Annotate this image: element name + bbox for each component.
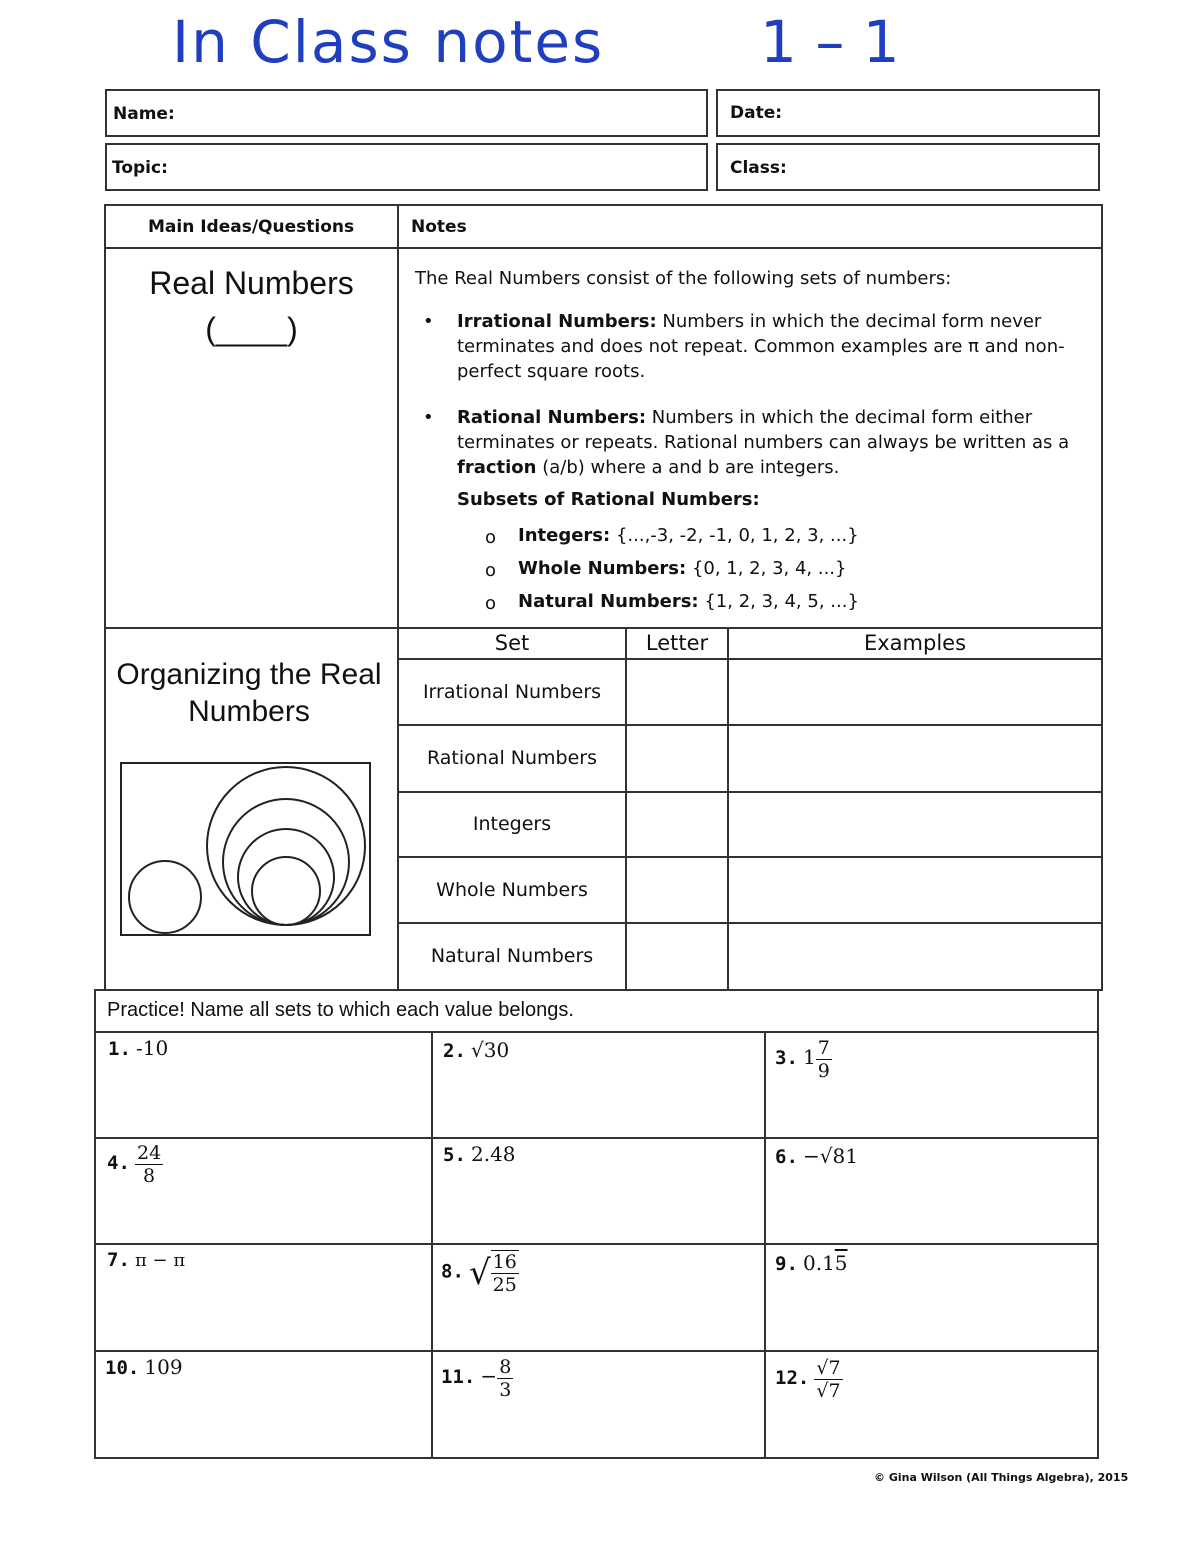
subset-value: {...,-3, -2, -1, 0, 1, 2, 3, ...} <box>615 525 859 546</box>
practice-item-6 <box>775 1144 858 1168</box>
practice-heading: Practice! Name all sets to which each value belongs. <box>107 999 574 1021</box>
item-expression: √30 <box>470 1038 510 1062</box>
practice-item-8 <box>441 1250 519 1296</box>
item-fraction <box>816 1037 832 1082</box>
irrational-term: Irrational Numbers: <box>457 311 657 332</box>
practice-item-12 <box>775 1357 843 1402</box>
bullet-icon: • <box>423 311 434 332</box>
bullet-icon: • <box>423 407 434 428</box>
numerator: 24 <box>136 1142 162 1164</box>
handwritten-lesson-number: 1 – 1 <box>760 8 900 76</box>
col-examples-header: Examples <box>863 631 967 655</box>
denominator: √7 <box>816 1380 841 1402</box>
copyright-notice: © Gina Wilson (All Things Algebra), 2015 <box>874 1471 1129 1484</box>
item-number: 8. <box>441 1260 464 1283</box>
practice-item-11 <box>441 1356 513 1401</box>
circle-bullet-icon: o <box>485 527 497 548</box>
set-row-integers: Integers <box>472 813 552 835</box>
numerator: 16 <box>492 1251 517 1273</box>
subset-value: {0, 1, 2, 3, 4, ...} <box>691 558 847 579</box>
item-number: 4. <box>107 1152 130 1174</box>
numerator: √7 <box>816 1357 841 1379</box>
radical-icon: √ <box>468 1253 491 1293</box>
rational-text-b: (a/b) where a and b are integers. <box>542 457 840 478</box>
topic-label: Topic: <box>112 158 168 178</box>
name-label: Name: <box>113 104 175 124</box>
item-fraction <box>497 1356 513 1401</box>
practice-item-1 <box>108 1036 168 1060</box>
irrational-note <box>457 309 1087 384</box>
item-number: 2. <box>443 1040 466 1062</box>
set-row-irrational: Irrational Numbers <box>422 681 602 703</box>
item-expression: 0.1 <box>802 1251 835 1275</box>
set-row-rational: Rational Numbers <box>426 747 597 769</box>
item-number: 7. <box>107 1249 130 1271</box>
item-number: 10. <box>105 1357 140 1379</box>
practice-item-2 <box>443 1038 509 1062</box>
practice-item-5 <box>443 1142 516 1166</box>
item-fraction <box>135 1142 163 1187</box>
subset-value: {1, 2, 3, 4, 5, ...} <box>704 591 859 612</box>
item-fraction <box>491 1250 519 1296</box>
organizing-heading: Organizing the Real Numbers <box>116 658 382 728</box>
repeating-digit: 5 <box>834 1251 848 1275</box>
col-main-ideas-header: Main Ideas/Questions <box>148 217 355 237</box>
subset-integers <box>518 523 859 548</box>
col-notes-header: Notes <box>411 217 467 237</box>
handwritten-title: In Class notes <box>172 8 605 76</box>
subset-whole <box>518 556 846 581</box>
circle-bullet-icon: o <box>485 593 497 614</box>
item-fraction <box>814 1357 842 1402</box>
rational-text-a: Numbers in which the decimal form either terminates or repeats. Rational numbers can always be written as a <box>457 407 1070 453</box>
item-number: 6. <box>775 1146 798 1168</box>
subsets-heading: Subsets of Rational Numbers: <box>457 489 760 510</box>
subset-term: Natural Numbers: <box>518 591 699 612</box>
real-numbers-heading: Real Numbers <box>149 265 354 301</box>
practice-item-10 <box>105 1355 183 1379</box>
item-number: 11. <box>441 1366 476 1388</box>
item-expression: −√81 <box>802 1144 858 1168</box>
denominator: 3 <box>499 1379 512 1401</box>
item-expression: 2.48 <box>470 1142 516 1166</box>
numerator: 7 <box>817 1037 830 1059</box>
real-numbers-blank: (____) <box>205 311 298 347</box>
subset-term: Integers: <box>518 525 611 546</box>
item-number: 5. <box>443 1144 466 1166</box>
item-sign: − <box>480 1364 498 1388</box>
denominator: 9 <box>817 1060 830 1082</box>
col-letter-header: Letter <box>645 631 709 655</box>
practice-item-9 <box>775 1251 848 1275</box>
col-set-header: Set <box>494 631 530 655</box>
item-whole-part: 1 <box>802 1045 816 1069</box>
real-numbers-intro: The Real Numbers consist of the following sets of numbers: <box>415 268 952 289</box>
practice-item-3 <box>775 1037 832 1082</box>
item-number: 3. <box>775 1047 798 1069</box>
item-expression: -10 <box>135 1036 169 1060</box>
practice-item-4 <box>107 1142 163 1187</box>
denominator: 8 <box>143 1165 156 1187</box>
item-expression: π − π <box>134 1250 186 1271</box>
class-label: Class: <box>730 158 787 178</box>
date-label: Date: <box>730 103 783 123</box>
item-number: 1. <box>108 1038 131 1060</box>
rational-fraction: fraction <box>457 457 537 478</box>
item-number: 12. <box>775 1367 810 1389</box>
item-number: 9. <box>775 1253 798 1275</box>
set-row-whole: Whole Numbers <box>436 879 588 901</box>
rational-term: Rational Numbers: <box>457 407 647 428</box>
subset-natural <box>518 589 859 614</box>
rational-note <box>457 405 1092 480</box>
denominator: 25 <box>492 1274 517 1296</box>
subset-term: Whole Numbers: <box>518 558 687 579</box>
set-row-natural: Natural Numbers <box>430 945 594 967</box>
practice-item-7 <box>107 1249 185 1271</box>
item-expression: 109 <box>144 1355 183 1379</box>
circle-bullet-icon: o <box>485 560 497 581</box>
nested-sets-diagram <box>121 763 370 935</box>
irrational-text: Numbers in which the decimal form never terminates and does not repeat. Common examples are π and non-perfect square roots. <box>457 311 1065 382</box>
numerator: 8 <box>499 1356 512 1378</box>
